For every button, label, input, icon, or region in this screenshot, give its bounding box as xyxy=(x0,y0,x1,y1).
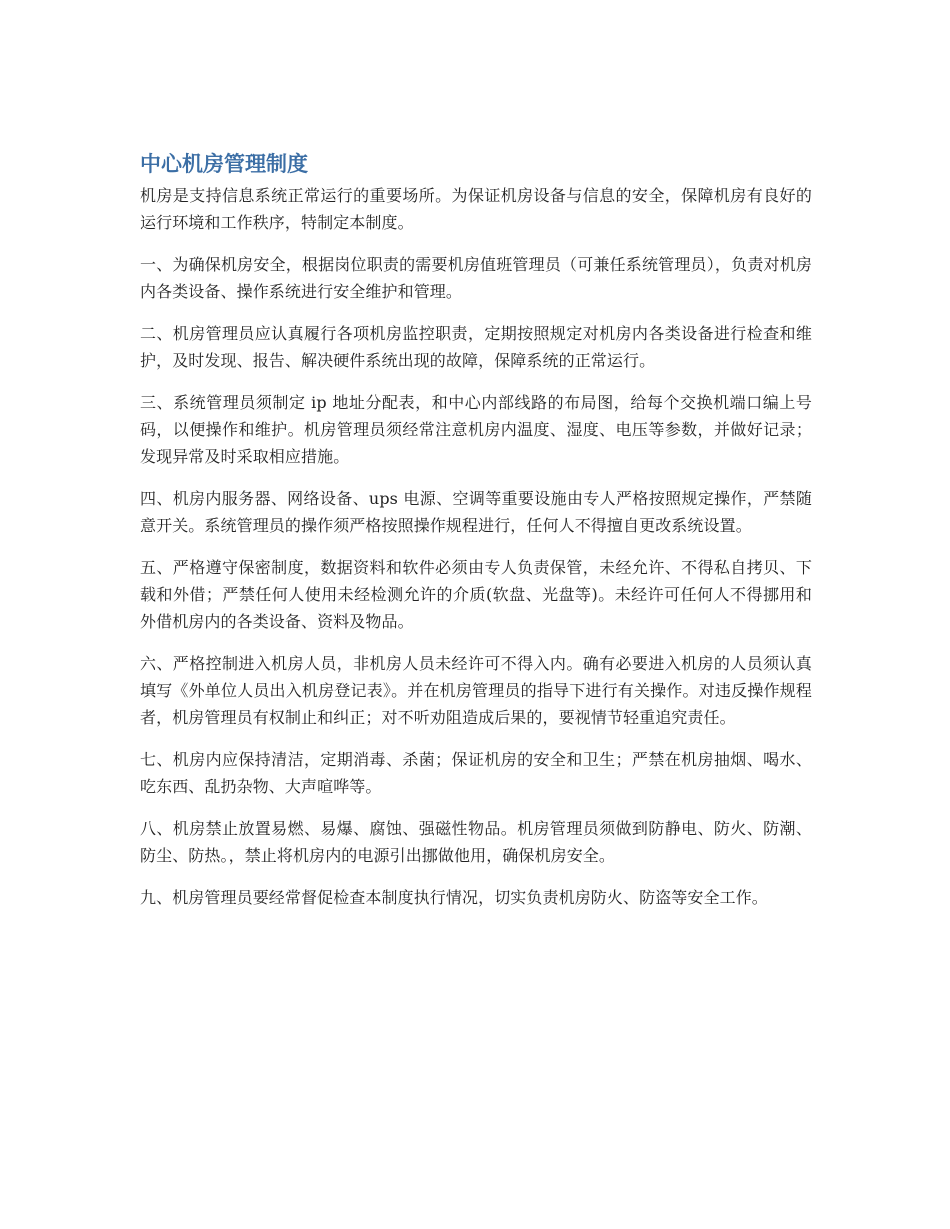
document-page xyxy=(140,146,812,926)
rule-paragraph-9: 九、机房管理员要经常督促检查本制度执行情况，切实负责机房防火、防盗等安全工作。 xyxy=(140,888,768,907)
rule-paragraph-2: 二、机房管理员应认真履行各项机房监控职责，定期按照规定对机房内各类设备进行检查和维护，及时发现、报告、解决硬件系统出现的故障，保障系统的正常运行。 xyxy=(140,324,812,370)
rule-paragraph-7: 七、机房内应保持清洁，定期消毒、杀菌；保证机房的安全和卫生；严禁在机房抽烟、喝水、吃东西、乱扔杂物、大声喧哗等。 xyxy=(140,750,812,796)
rule-paragraph-3: 三、系统管理员须制定 ip 地址分配表，和中心内部线路的布局图，给每个交换机端口编上号码，以便操作和维护。机房管理员须经常注意机房内温度、湿度、电压等参数，并做好记录；发现异常及时采取相应措施。 xyxy=(140,393,812,466)
rule-paragraph-1: 一、为确保机房安全，根据岗位职责的需要机房值班管理员（可兼任系统管理员），负责对机房内各类设备、操作系统进行安全维护和管理。 xyxy=(140,255,812,301)
rule-paragraph-5: 五、严格遵守保密制度，数据资料和软件必须由专人负责保管，未经允许、不得私自拷贝、下载和外借；严禁任何人使用未经检测允许的介质(软盘、光盘等)。未经许可任何人不得挪用和外借机房内的各类设备、资料及物品。 xyxy=(140,558,812,631)
intro-paragraph: 机房是支持信息系统正常运行的重要场所。为保证机房设备与信息的安全，保障机房有良好的运行环境和工作秩序，特制定本制度。 xyxy=(140,186,812,232)
rule-paragraph-8: 八、机房禁止放置易燃、易爆、腐蚀、强磁性物品。机房管理员须做到防静电、防火、防潮、防尘、防热。，禁止将机房内的电源引出挪做他用，确保机房安全。 xyxy=(140,819,812,865)
rule-paragraph-4: 四、机房内服务器、网络设备、ups 电源、空调等重要设施由专人严格按照规定操作，严禁随意开关。系统管理员的操作须严格按照操作规程进行，任何人不得擅自更改系统设置。 xyxy=(140,489,812,535)
rule-paragraph-6: 六、严格控制进入机房人员，非机房人员未经许可不得入内。确有必要进入机房的人员须认真填写《外单位人员出入机房登记表》。并在机房管理员的指导下进行有关操作。对违反操作规程者，机房管理员有权制止和纠正；对不听劝阻造成后果的，要视情节轻重追究责任。 xyxy=(140,654,812,727)
document-title: 中心机房管理制度 xyxy=(140,152,308,176)
